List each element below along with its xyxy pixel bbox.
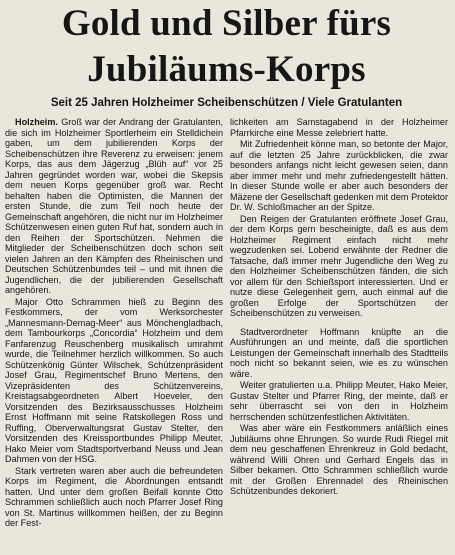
paragraph-1-text: Groß war der Andrang der Gratulanten, die sich im Holzheimer Sportlerheim ein Stelldichein gaben, um dem jubilierenden Korps der Scheibenschützen ihre Reverenz zu erweisen: jenem Korps, das aus dem Jägerzug „Blüh auf“ vor 25 Jahren gegründet worden war, wobei die Skepsis dem neuen Korps gegenüber groß war. Recht behalten haben die Optimisten, die Mannen der ersten Stunde, die zum Teil noch heute der Gemeinschaft angehören, die nicht nur im Holzheimer Schützenwesen einen guten Ruf hat, sondern auch in den Reihen der Sportschützen. Nehmen die Mitglieder der Scheibenschützen doch schon seit vielen Jahren an den Kämpfen des Rheinischen und Deutschen Schützenbundes teil – und mit ihnen die Jugendlichen, die der jubilierenden Gesellschaft angehören. [5,117,223,295]
headline-line-1: Gold und Silber fürs [61,3,392,44]
paragraph-4: lichkeiten am Samstagabend in der Holzheimer Pfarrkirche eine Messe zelebriert hatte. [230,117,448,138]
paragraph-1 [5,117,223,296]
subheadline: Seit 25 Jahren Holzheimer Scheibenschützen / Viele Gratulanten [50,97,403,109]
headline-line-2: Jubiläums-Korps [87,49,366,90]
left-column [5,117,223,529]
article-body [5,117,448,529]
paragraph-5: Mit Zufriedenheit könne man, so betonte der Major, auf die letzten 25 Jahre zurückblicken, die zwar besonders anfangs nicht leicht gewesen seien, dann aber immer mehr und mehr zufriedengestellt hätten. In dieser Stunde wolle er aber auch besonders der Mäzene der Gesellschaft gedenken mit dem Protektor Dr. W. Schloßmacher an der Spitze. [230,139,448,212]
paragraph-8: Weiter gratulierten u.a. Philipp Meuter, Hako Meier, Gustav Stelter und Pfarrer Ring, der meinte, daß er sehr überrascht sei von den in Holzheim herrschenden schützenfestlichen Aktivitäten. [230,380,448,422]
paragraph-2: Major Otto Schrammen hieß zu Beginn des Festkommers, der vom Werksorchester „Mannesmann-Demag-Meer“ aus Mönchengladbach, dem Tambourkorps „Concordia“ Holzheim und dem Fanfarenzug Reuschenberg musikalisch umrahmt wurde, die Teilnehmer herzlich willkommen. So auch Schützenkönig Günter Wilschek, Schützenpräsident Josef Grau, Regimentschef Bruno Mertens, den Vizepräsidenten des Schützenvereins, Kreistagsabgeordneten Albert Hoeveler, den Vorsitzenden des Bezirksausschusses Holzheim Ernst Hoffmann mit seine Ratskollegen Ross und Ruffing, Oberverwaltungsrat Gustav Stelter, den Vorsitzenden des Kreissportbundes Philipp Meuter, Hako Meier vom Stadtsportverband Neuss und Jean Dahmen von der HSG. [5,296,223,464]
paragraph-6: Den Reigen der Gratulanten eröffnete Josef Grau, der dem Korps gern bescheinigte, daß es aus dem Holzheimer Regiment einfach nicht mehr wegzudenken sei. Lobend erwähnte der Redner die Tatsache, daß immer mehr Jugendliche den Weg zu den Holzheimer Scheibenschützen fänden, die sich vor allem für den Schießsport interessierten. Und er nutze diese Gelegenheit gern, auch einmal auf die großen Erfolge der Sportschützen der Scheibenschützen zu verweisen. [230,213,448,318]
dateline: Holzheim. [15,117,58,127]
paragraph-3: Stark vertreten waren aber auch die befreundeten Korps im Regiment, die Abordnungen entsandt hatten. Und unter dem großen Beifall konnte Otto Schrammen schließlich auch noch Pfarrer Josef Ring von St. Martinus willkommen heißen, der zu Beginn der Fest- [5,465,223,528]
right-column [230,117,448,529]
paragraph-7: Stadtverordneter Hoffmann knüpfte an die Ausführungen an und meinte, daß die sportlichen Leistungen der Gemeinschaft innerhalb des Stadtteils noch nicht so bekannt seien, wie es zu wünschen wäre. [230,326,448,379]
paragraph-9: Was aber wäre ein Festkommers anläßlich eines Jubiläums ohne Ehrungen. So wurde Rudi Riegel mit dem neu geschaffenen Ehrenkreuz in Gold bedacht, während Willi Ohren und Gerhard Engels das in Silber bekamen. Otto Schrammen schließlich wurde mit der Großen Ehrennadel des Rheinischen Schützenbundes dekoriert. [230,423,448,496]
